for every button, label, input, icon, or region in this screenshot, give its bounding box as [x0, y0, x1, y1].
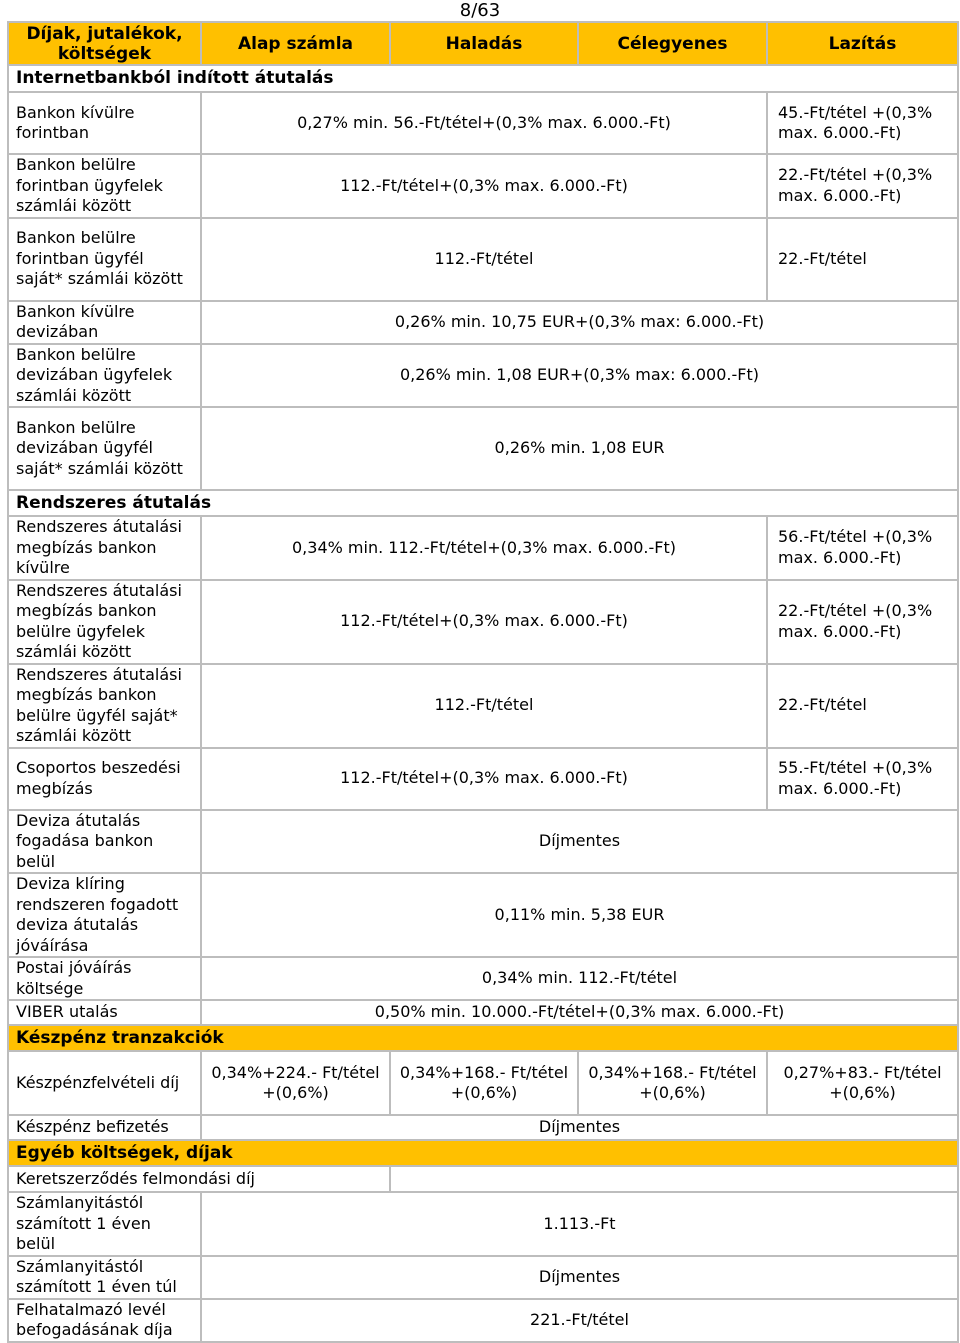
row-value: Díjmentes — [201, 1256, 958, 1299]
section-rendszeres — [8, 490, 958, 516]
row-label: Bankon belülre devizában ügyfelek számlái között — [8, 344, 201, 408]
section-title: Rendszeres átutalás — [8, 490, 958, 516]
header-haladas: Haladás — [390, 22, 578, 65]
row-value-celegyenes: 0,34%+168.- Ft/tétel +(0,6%) — [578, 1051, 767, 1115]
section-egyeb — [8, 1140, 958, 1166]
header-row — [8, 22, 958, 65]
table-row — [8, 873, 958, 957]
row-value: 112.-Ft/tétel+(0,3% max. 6.000.-Ft) — [201, 154, 767, 218]
row-label: Rendszeres átutalási megbízás bankon kívülre — [8, 516, 201, 580]
row-value-lazitas: 45.-Ft/tétel +(0,3% max. 6.000.-Ft) — [767, 92, 958, 154]
section-title: Készpénz tranzakciók — [8, 1025, 958, 1051]
row-value: 0,11% min. 5,38 EUR — [201, 873, 958, 957]
fee-table — [7, 21, 959, 1343]
table-row — [8, 810, 958, 874]
row-value: 112.-Ft/tétel — [201, 664, 767, 748]
row-label: Deviza klíring rendszeren fogadott deviza átutalás jóváírása — [8, 873, 201, 957]
section-keszpenz — [8, 1025, 958, 1051]
row-value: 112.-Ft/tétel+(0,3% max. 6.000.-Ft) — [201, 580, 767, 664]
row-label: Bankon belülre forintban ügyfél saját* számlái között — [8, 218, 201, 301]
table-row — [8, 748, 958, 810]
row-value-lazitas: 22.-Ft/tétel — [767, 664, 958, 748]
table-row — [8, 1299, 958, 1342]
table-row — [8, 1115, 958, 1140]
row-value-lazitas: 55.-Ft/tétel +(0,3% max. 6.000.-Ft) — [767, 748, 958, 810]
table-row — [8, 218, 958, 301]
row-label: Deviza átutalás fogadása bankon belül — [8, 810, 201, 874]
header-alap: Alap számla — [201, 22, 390, 65]
row-value: 0,27% min. 56.-Ft/tétel+(0,3% max. 6.000.-Ft) — [201, 92, 767, 154]
row-label: Számlanyitástól számított 1 éven belül — [8, 1192, 201, 1256]
section-title: Egyéb költségek, díjak — [8, 1140, 958, 1166]
row-value-lazitas: 22.-Ft/tétel +(0,3% max. 6.000.-Ft) — [767, 580, 958, 664]
row-label: Postai jóváírás költsége — [8, 957, 201, 1000]
row-value-lazitas: 22.-Ft/tétel +(0,3% max. 6.000.-Ft) — [767, 154, 958, 218]
header-fees: Díjak, jutalékok, költségek — [8, 22, 201, 65]
section-internet — [8, 65, 958, 92]
row-value — [390, 1166, 958, 1192]
row-label: Bankon kívülre forintban — [8, 92, 201, 154]
table-row — [8, 664, 958, 748]
table-row — [8, 1192, 958, 1256]
row-label: Készpénz befizetés — [8, 1115, 201, 1140]
page-number: 8/63 — [459, 0, 501, 21]
row-label: Rendszeres átutalási megbízás bankon belülre ügyfél saját* számlái között — [8, 664, 201, 748]
row-value: 112.-Ft/tétel — [201, 218, 767, 301]
row-value: Díjmentes — [201, 810, 958, 874]
table-row — [8, 92, 958, 154]
row-value-lazitas: 0,27%+83.- Ft/tétel +(0,6%) — [767, 1051, 958, 1115]
row-label: Készpénzfelvételi díj — [8, 1051, 201, 1115]
row-label: Bankon belülre forintban ügyfelek számlái között — [8, 154, 201, 218]
table-row — [8, 1000, 958, 1025]
row-value: 112.-Ft/tétel+(0,3% max. 6.000.-Ft) — [201, 748, 767, 810]
row-label: Bankon kívülre devizában — [8, 301, 201, 344]
table-row — [8, 516, 958, 580]
row-value: 0,26% min. 1,08 EUR+(0,3% max: 6.000.-Ft) — [201, 344, 958, 408]
section-title: Internetbankból indított átutalás — [8, 65, 958, 92]
table-row — [8, 154, 958, 218]
row-label: Csoportos beszedési megbízás — [8, 748, 201, 810]
row-value: 1.113.-Ft — [201, 1192, 958, 1256]
row-value: 0,34% min. 112.-Ft/tétel — [201, 957, 958, 1000]
table-row — [8, 1166, 958, 1192]
row-label: Felhatalmazó levél befogadásának díja — [8, 1299, 201, 1342]
row-value: 0,26% min. 10,75 EUR+(0,3% max: 6.000.-Ft) — [201, 301, 958, 344]
table-row — [8, 957, 958, 1000]
row-label: VIBER utalás — [8, 1000, 201, 1025]
table-row — [8, 344, 958, 408]
row-value: Díjmentes — [201, 1115, 958, 1140]
table-row — [8, 407, 958, 490]
table-row — [8, 301, 958, 344]
row-value: 0,34% min. 112.-Ft/tétel+(0,3% max. 6.000.-Ft) — [201, 516, 767, 580]
row-value-alap: 0,34%+224.- Ft/tétel +(0,6%) — [201, 1051, 390, 1115]
row-label: Bankon belülre devizában ügyfél saját* számlái között — [8, 407, 201, 490]
row-value-lazitas: 56.-Ft/tétel +(0,3% max. 6.000.-Ft) — [767, 516, 958, 580]
row-value-haladas: 0,34%+168.- Ft/tétel +(0,6%) — [390, 1051, 578, 1115]
row-label: Rendszeres átutalási megbízás bankon belülre ügyfelek számlái között — [8, 580, 201, 664]
row-value-lazitas: 22.-Ft/tétel — [767, 218, 958, 301]
row-value: 0,26% min. 1,08 EUR — [201, 407, 958, 490]
row-label: Keretszerződés felmondási díj — [8, 1166, 390, 1192]
row-value: 221.-Ft/tétel — [201, 1299, 958, 1342]
header-lazitas: Lazítás — [767, 22, 958, 65]
table-row — [8, 1051, 958, 1115]
table-row — [8, 1256, 958, 1299]
header-celegyenes: Célegyenes — [578, 22, 767, 65]
table-row — [8, 580, 958, 664]
row-label: Számlanyitástól számított 1 éven túl — [8, 1256, 201, 1299]
row-value: 0,50% min. 10.000.-Ft/tétel+(0,3% max. 6.000.-Ft) — [201, 1000, 958, 1025]
